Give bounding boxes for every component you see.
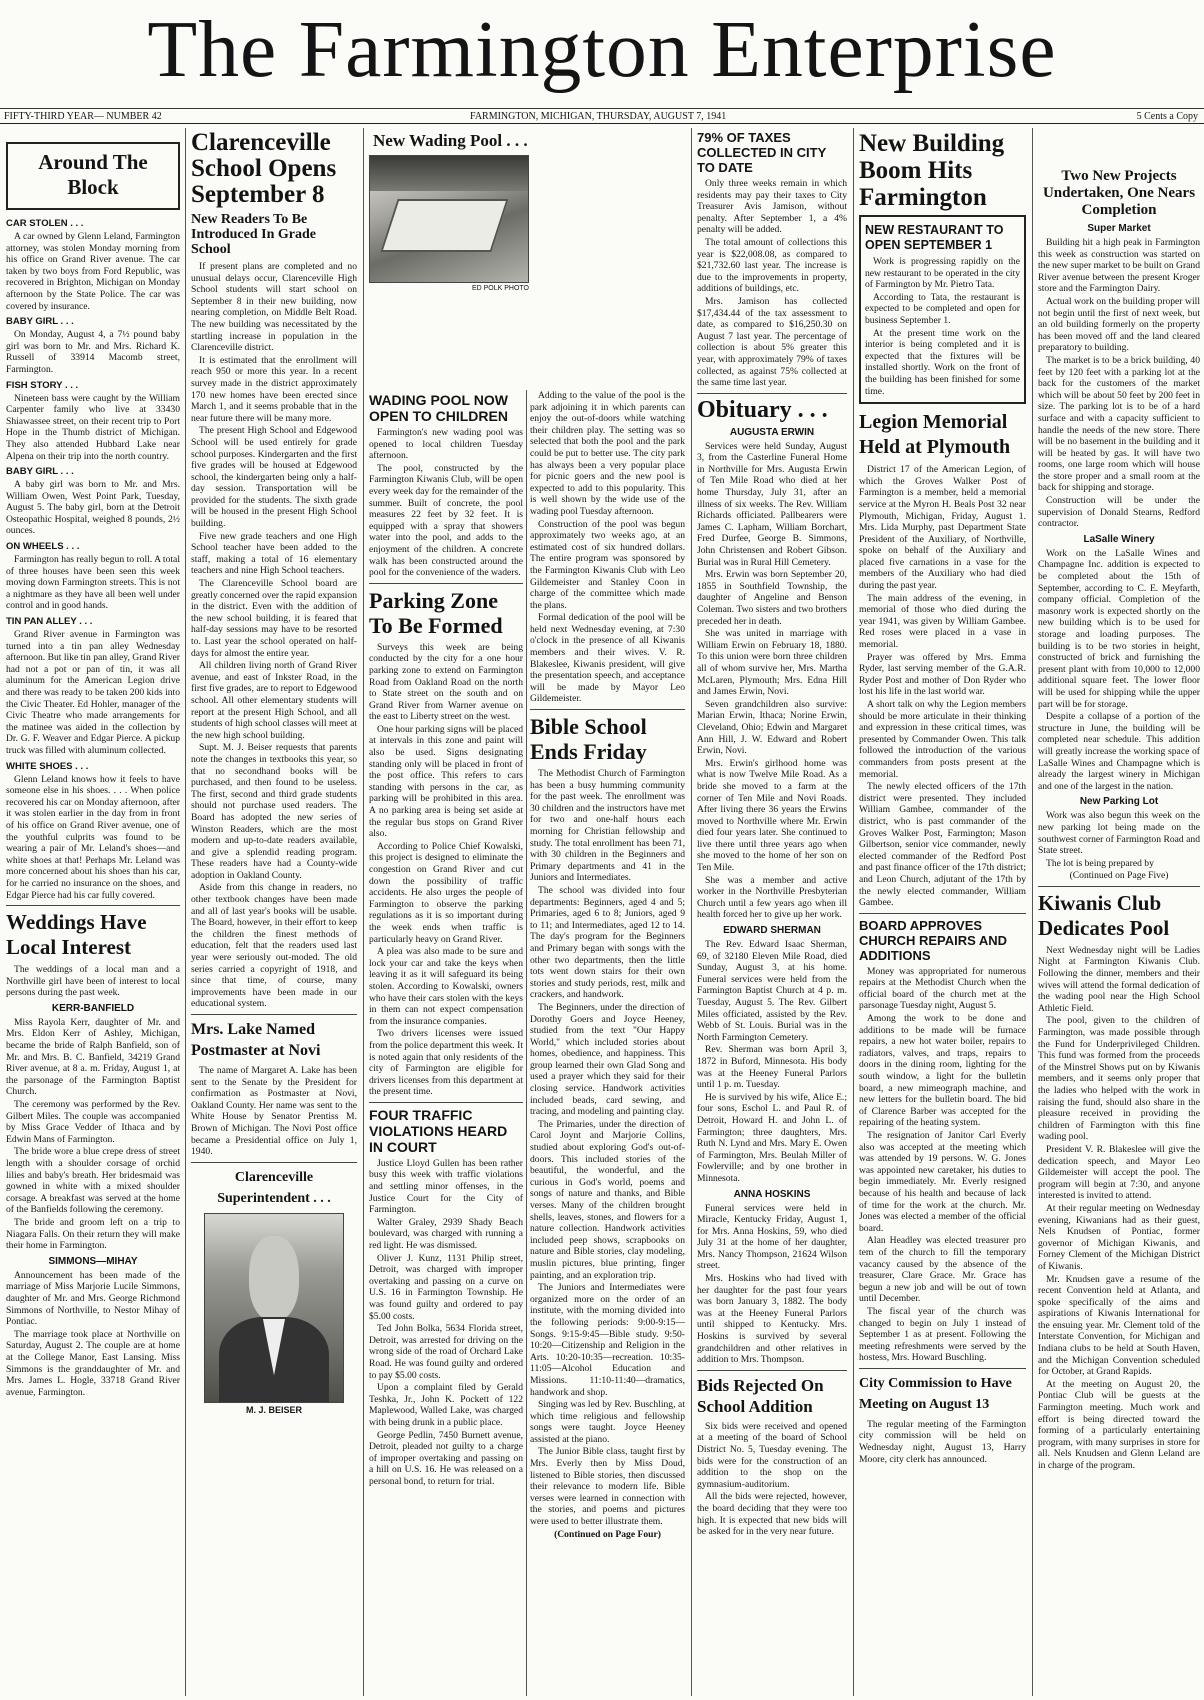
traffic-text: Oliver J. Kunz, 1131 Philip street, Detroit, was charged with improper overtaking and passing on a curve on U.S. 16 in Farmington Township. He was found guilty and ordered to pay $5.00 costs. bbox=[369, 1252, 523, 1322]
dateline-bar bbox=[0, 108, 1204, 124]
traffic-text: Walter Graley, 2939 Shady Beach boulevard, was charged with running a red light. He was dismissed. bbox=[369, 1216, 523, 1252]
clarenceville-text: Supt. M. J. Beiser requests that parents note the changes in textbooks this year, so that no secondhand books will be purchased, and then found to be useless. The first, second and third grade students should not purchase used readers. The Board has adopted the new series of Winston Readers, which are the most modern and up-to-date readers available, and give a splendid reading program. These readers have had a County-wide adoption in Oakland County. bbox=[191, 742, 357, 881]
bible-text: The Methodist Church of Farmington has been a busy humming community for the past week. The enrollment was 30 children and the instructors have met for two and one-half hours each morning for Christian fellowship and study. The total enrollment has been 71, with 30 children in the Beginners and Primary departments and 41 in the Juniors and Intermediates. bbox=[530, 768, 685, 884]
erwin-text: She was a member and active worker in the Northville Presbyterian Church until a few years ago when ill health forced her to give up her work. bbox=[697, 874, 847, 921]
divider bbox=[369, 583, 523, 584]
hoskins-text: Funeral services were held in Miracle, Kentucky Friday, August 1, for Mrs. Anna Hoskins, 59, who died July 31 at the home of her daughter, Mrs. Nancy Thompson, 21624 Wilson street. bbox=[697, 1202, 847, 1272]
weddings-title: Weddings Have Local Interest bbox=[6, 910, 147, 960]
portrait-caption: M. J. BEISER bbox=[245, 1404, 302, 1415]
kiwanis-text: At the meeting on August 20, the Pontiac Club will be guests at the Farmington meeting. Much work and effort is being directed toward the forming of a particularly entertaining program, with many surprises in store for all. Nels Knudsen and Glenn Leland are in charge of the program. bbox=[1038, 1378, 1200, 1471]
sherman-head: EDWARD SHERMAN bbox=[723, 925, 821, 937]
kiwanis-text: President V. R. Blakeslee will give the dedication speech, and Mayor Leo Gildemeister will accept the pool. The program will begin at 7:30, and anyone interested is invited to attend. bbox=[1038, 1143, 1200, 1202]
lake-text: The name of Margaret A. Lake has been sent to the Senate by the President for confirmation as Postmaster at Novi, Oakland County. Her name was sent to the White House by Senator Prentiss M. Brown of Michigan. The Novi Post office became a Presidential office on July 1, 1940. bbox=[191, 1065, 357, 1158]
bible-title: Bible School Ends Friday bbox=[530, 714, 647, 765]
wading-text: The pool, constructed by the Farmington Kiwanis Club, will be open every week day for the remainder of the summer. Built of concrete, the pool measures 22 feet by 32 feet. It is equipped with a spray that showers water into the pool, and adds to the enjoyment of the children. A concrete walk has been constructed around the pool for the convenience of the waders. bbox=[369, 462, 523, 579]
dateline: FARMINGTON, MICHIGAN, THURSDAY, AUGUST 7, 1941 bbox=[470, 111, 727, 122]
divider bbox=[859, 913, 1026, 914]
parking-text: Surveys this week are being conducted by the city for a one hour parking zone to extend on Farmington Road from Oakland Road on the north to State street on the south and on Grand River from Warner avenue on the east to Liberty street on the west. bbox=[369, 641, 523, 723]
legion-text: The newly elected officers of the 17th district were presented. They included William Gambee, commander of the district, who is past commander of the Groves Walker Post, Farmington; Mason Gilbertson, senior vice commander, newly elected commander of the Redford Post and past finance officer of the 17th district; and Leon Church, adjutant of the 17th by the newly elected commander, William Gambee. bbox=[859, 781, 1026, 909]
parking-lot-text: The lot is being prepared by bbox=[1046, 857, 1154, 869]
restaurant-title: NEW RESTAURANT TO OPEN SEPTEMBER 1 bbox=[865, 223, 1004, 252]
market-text: The market is to be a brick building, 40 feet by 120 feet with a parking lot at the back for the customers of the market which will be about 50 feet by 200 feet in size. The parking lot is to be of a hard surface and with a capacity sufficient to handle the needs of the new store. There will be no basement in the building and it will be heated by gas. It will have two rooms, one large room which will house the store proper and a small room at the back for shipping and storage. bbox=[1038, 354, 1200, 494]
divider bbox=[191, 1162, 357, 1163]
taxes-title: 79% OF TAXES COLLECTED IN CITY TO DATE bbox=[697, 130, 827, 175]
around-items bbox=[6, 218, 180, 901]
church-text: Among the work to be done and additions to be made will be furnace repairs, a new hot water boiler, repairs to radiators, valves, and traps, repairs to doors in the dining room, lighting for the south window, a light for the bulletin board, a new mimeograph machine, and new letters for the bulletin board. The bid of Clarence Barber was accepted for the repairing of the heating system. bbox=[859, 1013, 1026, 1129]
kiwanis-text: Next Wednesday night will be Ladies Night at Farmington Kiwanis Club. Following the dinner, members and their wives will attend the formal dedication of the wading pool near the High School Athletic Field. bbox=[1038, 944, 1200, 1014]
item-head: WHITE SHOES . . . bbox=[6, 760, 89, 772]
erwin-head: AUGUSTA ERWIN bbox=[729, 426, 815, 438]
wading-text: Adding to the value of the pool is the park adjoining it in which parents can enjoy the out-of-doors while watching their children play. The setting was so selected that both the pool and the park could be put to better use. The city park has always been a very popular place for picnic goers and the new pool is expected to add to this popularity. This is well shown by the wide use of the wading pool Tuesday afternoon. bbox=[530, 390, 685, 517]
restaurant-box bbox=[859, 215, 1026, 404]
parking-text: One hour parking signs will be placed at intervals in this zone and paint will also be used. Signs designating standing only will be placed in front of the post office. This refers to cars standing with persons in the car, as parking will be prohibited in this area. A no parking area is being set aside at the regular bus stops on Grand River also. bbox=[369, 723, 523, 840]
bible-continued: (Continued on Page Four) bbox=[554, 1528, 661, 1540]
parking-lot-text: Work was also begun this week on the new parking lot being made on the southwest corner of Farmington Road and State street. bbox=[1038, 810, 1200, 857]
market-head: Super Market bbox=[1087, 223, 1151, 234]
wading-title: WADING POOL NOW OPEN TO CHILDREN bbox=[369, 392, 508, 424]
traffic-text: George Pedlin, 7450 Burnett avenue, Detroit, pleaded not guilty to a charge of improper overtaking and passing on a hill on U.S. 16. He was released on a personal bond, to return for trial. bbox=[369, 1429, 523, 1487]
winery-head: LaSalle Winery bbox=[1083, 533, 1155, 545]
market-text: Actual work on the building proper will not begin until the first of next week, but an old building formerly on the property has been moved off and the land cleared preparatory to building. bbox=[1038, 295, 1200, 354]
hoskins-head: ANNA HOSKINS bbox=[733, 1188, 811, 1200]
sherman-text: Rev. Sherman was born April 3, 1872 in Buford, Minnesota. His body was at the Heeney Funeral Parlors until 1 p. m. Tuesday. bbox=[697, 1044, 847, 1091]
hoskins-text: Mrs. Hoskins who had lived with her daughter for the past four years was born January 3, 1882. The body was at the Heeney Funeral Parlors until shipped to Kentucky. Mrs. Hoskins is survived by several grandchildren and other relatives in addition to Mrs. Thompson. bbox=[697, 1273, 847, 1366]
around-the-block-title: Around The Block bbox=[38, 150, 148, 199]
bids-title: Bids Rejected On School Addition bbox=[697, 1375, 824, 1416]
beiser-portrait bbox=[204, 1213, 344, 1403]
divider bbox=[6, 905, 180, 906]
wading-text: Formal dedication of the pool will be held next Wednesday evening, at 7:30 o'clock in the presence of all Kiwanis members and their wives. V. R. Blakeslee, Kiwanis president, will give the presentation speech, and acceptance will be made by Mayor Leo Gildemeister. bbox=[530, 612, 685, 705]
clarenceville-text: If present plans are completed and no unusual delays occur, Clarenceville High School students will start school on September 8 in their new building, now nearing completion, on Middle Belt Road. The new building was necessitated by the startling increase in population in the Clarenceville district. bbox=[191, 261, 357, 354]
restaurant-text: At the present time work on the interior is being completed and it is expected that the fixtures will be installed shortly. Work on the front of the building has been finished for some time. bbox=[865, 327, 1020, 397]
column-6 bbox=[1038, 128, 1200, 1698]
bible-text: The Juniors and Intermediates were organized more on the order of an institute, with the morning divided into the following periods: 9:00-9:15—Songs. 9:15-9:45—Bible study. 9:50-10:20—Citizenship and Religion in the Arts. 10:20-10:35—recreation. 10:35-11:05—Alcohol Education and Missions. 11:10-11:40—dramatics, handwork and shop. bbox=[530, 1282, 685, 1398]
erwin-text: She was united in marriage with William Erwin on February 18, 1880. To this union were born three children all of whom survive her, Mrs. Martha McLaren, Plymouth; Mrs. Edna Hill and James Erwin, Novi. bbox=[697, 628, 847, 698]
clarenceville-subtitle: New Readers To Be Introduced In Grade School bbox=[191, 212, 316, 257]
sherman-text: The Rev. Edward Isaac Sherman, 69, of 32180 Eleven Mile Road, died Sunday, August 3, at his home. Funeral services were held from the Farmington Baptist Church at 4 p. m. Tuesday, August 5. The Rev. Gilbert Miles officiated, assisted by the Rev. Webb of St. Louis. Burial was in the North Farmington Cemetery. bbox=[697, 939, 847, 1043]
parking-text: According to Police Chief Kowalski, this project is designed to eliminate the congestion on Grand River and cut down the possibility of traffic accidents. He also urges the people of Farmington to observe the parking regulations as it is so important during the week ends when traffic is particularly heavy on Grand River. bbox=[369, 840, 523, 945]
photo-title: New Wading Pool . . . bbox=[373, 131, 528, 150]
market-text: Building hit a high peak in Farmington this week as construction was started on the new super market to be built on Grand River avenue between the present Kroger store and the Farmington Dairy. bbox=[1038, 237, 1200, 295]
wading-text: Farmington's new wading pool was opened to local children Tuesday afternoon. bbox=[369, 427, 523, 462]
taxes-text: Only three weeks remain in which residents may pay their taxes to City Treasurer Avis Jamison, without penalty. After September 1, a 4% penalty will be added. bbox=[697, 178, 847, 236]
column-3a bbox=[369, 390, 523, 1690]
column-rule bbox=[185, 128, 186, 1696]
legion-title: Legion Memorial Held at Plymouth bbox=[859, 411, 1011, 459]
divider bbox=[1038, 886, 1200, 887]
column-rule bbox=[1032, 128, 1033, 1696]
traffic-text: Justice Lloyd Gullen has been rather busy this week with traffic violations and settling minor offenses, in the Justice Court for the City of Farmington. bbox=[369, 1157, 523, 1216]
bids-text: All the bids were rejected, however, the board deciding that they were too high. It is expected that new bids will be asked for in the very near future. bbox=[697, 1491, 847, 1538]
simmons-text: Announcement has been made of the marriage of Miss Marjorie Lucile Simmons, daughter of Mr. and Mrs. George Richmond Simmons of Northville, to Nestor Mihay of Pontiac. bbox=[6, 1269, 180, 1328]
price: 5 Cents a Copy bbox=[1136, 111, 1198, 122]
winery-text: Despite a collapse of a portion of the structure in June, the building will be completed near schedule. This addition will greatly increase the working space of LaSalle Wines and Champagne which is already the largest winery in Michigan and one of the largest in the nation. bbox=[1038, 711, 1200, 792]
clarenceville-text: The Clarenceville School board are greatly concerned over the rapid expansion in the district. Even with the addition of the new school building, it is feared that half-day sessions may have to be resorted to. Last year the school operated on half-days for almost the entire year. bbox=[191, 578, 357, 659]
traffic-text: Upon a complaint filed by Gerald Teshka, Jr., John K. Pockett of 122 Maplewood, Walled Lake, was charged with being drunk in a public place. bbox=[369, 1382, 523, 1428]
item-text: Glenn Leland knows how it feels to have someone else in his shoes. . . . When police recovered his car on Monday afternoon, after it was stolen earlier in the day from in front of his office on Grand River avenue, one of the youthful culprits was found to be wearing a pair of Mr. Leland's shoes—and white shoes at that! Perhaps Mr. Leland was more concerned about his shoes than his car, for he carried no insurance on the shoes, and Edgar Pierce had his car fully covered. bbox=[6, 773, 180, 901]
commission-text: The regular meeting of the Farmington city commission will be held on Wednesday night, August 13, Harry Moore, city clerk has announced. bbox=[859, 1418, 1026, 1465]
church-text: Alan Headley was elected treasurer pro tem of the church to fill the temporary vacancy caused by the absence of the treasurer, Clare Grace. Mr. Grace has begun a new job and will be out of town until December. bbox=[859, 1235, 1026, 1305]
bible-text: The school was divided into four departments: Beginners, aged 4 and 5; Primaries, aged 6 to 8; Juniors, aged 9 to 11; and Intermediates, aged 12 to 14. The day's program for the Beginners and Primary began with songs with the other two departments, then the little tots went down stairs for their own stories and study periods, rest, milk and crackers, and handwork. bbox=[530, 884, 685, 1001]
clarenceville-title: Clarenceville School Opens September 8 bbox=[191, 129, 337, 208]
item-head: BABY GIRL . . . bbox=[6, 316, 74, 328]
divider bbox=[859, 1368, 1026, 1369]
bible-text: The Primaries, under the direction of Carol Joynt and Marjorie Collins, studied about exploring God's out-of-doors. This included stories of the beautiful, the wonderful, and the curious in God's world, poems and songs of nature and thanks, and Bible verses. Many of the children brought shells, leaves, stones, and flowers for a nature collection. Handwork activities included peep shows, scrapbooks on nature and Bible stories, clay modeling, muslin pictures, blue printing, finger painting, and an exploration trip. bbox=[530, 1118, 685, 1281]
simmons-text: The marriage took place at Northville on Saturday, August 2. The couple are at home at the College Manor, East Lansing. Miss Simmons is the granddaughter of Mr. and Mrs. James L. Hogle, 33718 Grand River avenue, Farmington. bbox=[6, 1328, 180, 1398]
kerr-text: Miss Rayola Kerr, daughter of Mr. and Mrs. Eldon Kerr of Ashley, Michigan, became the bride of Ralph Banfield, son of Mr. and Mrs. B. C. Banfield, 34219 Grand River avenue, at 8 a. m. Friday, August 1, at the parsonage of the Farmington Baptist Church. bbox=[6, 1016, 180, 1098]
erwin-text: Services were held Sunday, August 3, from the Casterline Funeral Home in Northville for Mrs. Augusta Erwin of Ten Mile Road who died at her home Thursday, July 31, after an illness of six weeks. The Rev. William Richards officiated. Pallbearers were James C. Lapham, William Borchart, Fred Durfee, George B. Simmons, John Christensen and Robert Gibson. Burial was in Rural Hill Cemetery. bbox=[697, 440, 847, 568]
erwin-text: Seven grandchildren also survive: Marian Erwin, Ithaca; Norine Erwin, Cleveland, Ohio; Edwin and Margaret Ann Hill, J. W. Edward and Robert Erwin, Novi. bbox=[697, 698, 847, 757]
sherman-text: He is survived by his wife, Alice E.; four sons, Eschol L. and Paul R. of Detroit, Howard H. and John L. of Farmington; three daughters, Mrs. Ruth N. Lynd and Mrs. Mary E. Owen of Farmington, Mrs. Beulah Miller of Fowlerville; and by one brother in Minnesota. bbox=[697, 1091, 847, 1184]
kiwanis-text: Mr. Knudsen gave a resume of the recent Convention held at Atlanta, and spoke specifically of the aims and aspirations of Kiwanis International for the ensuing year. Mr. Clement told of the Interstate Convention, for Michigan and Indiana clubs to be held at South Haven, and the Michigan Convention scheduled for October, at Grand Rapids. bbox=[1038, 1273, 1200, 1378]
item-text: On Monday, August 4, a 7½ pound baby girl was born to Mr. and Mrs. Richard K. Russell of 33914 Macomb street, Farmington. bbox=[6, 329, 180, 375]
church-text: The fiscal year of the church was changed to begin on July 1 instead of September 1 as at present. Following the meeting refreshments were served by the hostess, Mrs. Howard Buschling. bbox=[859, 1305, 1026, 1364]
divider bbox=[530, 709, 685, 710]
parking-text: Two drivers licenses were issued from the police department this week. It is noted again that only residents of the city of Farmington are eligible for drivers licenses from this department at the present time. bbox=[369, 1028, 523, 1098]
column-3b bbox=[530, 390, 685, 1690]
kiwanis-title: Kiwanis Club Dedicates Pool bbox=[1038, 890, 1170, 940]
traffic-title: FOUR TRAFFIC VIOLATIONS HEARD IN COURT bbox=[369, 1106, 508, 1155]
divider bbox=[697, 393, 847, 394]
kerr-banfield-head: KERR-BANFIELD bbox=[51, 1002, 135, 1014]
column-rule bbox=[853, 128, 854, 1696]
bible-text: The Junior Bible class, taught first by Mrs. Everly then by Miss Doud, listened to Bible stories, then discussed their relevance to modern life. Bible verses were learned in connection with the stories, and poems and pictures were used to better illustrate them. bbox=[530, 1446, 685, 1528]
column-5 bbox=[859, 128, 1026, 1698]
building-boom-title: New Building Boom Hits Farmington bbox=[859, 130, 1005, 211]
item-text: A baby girl was born to Mr. and Mrs. William Owen, West Point Park, Tuesday, August 5. The baby girl, born at the Detroit Osteopathic Hospital, weighed 8 pounds, 2½ ounces. bbox=[6, 479, 180, 537]
taxes-text: The total amount of collections this year is $22,008.08, as compared to $21,732.60 last year. The increase is due to the improvements in property, additions of buildings, etc. bbox=[697, 236, 847, 295]
column-4 bbox=[697, 128, 847, 1698]
erwin-text: Mrs. Erwin's girlhood home was what is now Twelve Mile Road. As a bride she moved to a farm at the corner of Ten Mile and Novi Roads. After living there 36 years the Erwins moved to Northville where Mr. Erwin died four years later. She continued to live there until three years ago when she moved to the home of her son on Ten Mile. bbox=[697, 757, 847, 874]
taxes-text: Mrs. Jamison has collected $17,434.44 of the tax assessment to date, as compared to $16,250.30 on August 7 last year. The percentage of collection is about 5% greater this year, with approximately 79% of taxes collected, as against 75% collected at the same time last year. bbox=[697, 295, 847, 389]
church-text: Money was appropriated for numerous repairs at the Methodist Church when the official board of the church met at the parsonage Tuesday night, August 5. bbox=[859, 965, 1026, 1012]
church-text: The resignation of Janitor Carl Everly also was accepted at the meeting which was attended by 19 persons. W. G. Jones was appointed new caretaker, his duties to begin immediately. Mr. Everly resigned because of his health and because of lack of time for the work at the church. Mr. Jones was elected a member of the official board. bbox=[859, 1130, 1026, 1234]
legion-text: Prayer was offered by Mrs. Emma Ryder, last serving member of the G.A.R. Ryder Post and mother of Don Ryder who lost his life in the last world war. bbox=[859, 651, 1026, 698]
item-text: Grand River avenue in Farmington was turned into a tin pan alley Wednesday afternoon. But like tin pan alley, Grand River had not a pot or pan of tin, it was all aluminum for the American Legion drive and there was ready to be taken 200 kids into the Civic Theater. Ed Hohler, manager of the Civic Theatre who made arrangements for the matinee was aided in the collection by Dr. G. F. Weaver and Edgar Pierce. A pickup truck was filled with aluminum collected. bbox=[6, 629, 180, 756]
legion-text: District 17 of the American Legion, of which the Groves Walker Post of Farmington is a member, held a memorial service at the Myron H. Beals Post 32 near Plymouth, Michigan, Friday, August 1. Mrs. Lida Murphy, past Department State President of the Auxiliary, of Northville, spoke on behalf of the Auxiliary and placed five carnations in a vase for the members of the Auxiliary who had died during the past year. bbox=[859, 464, 1026, 592]
clarenceville-text: Five new grade teachers and one High School teacher have been added to the staff, making a total of 16 elementary teachers and nine High School teachers. bbox=[191, 530, 357, 577]
clarenceville-text: It is estimated that the enrollment will reach 950 or more this year. In a recent survey made in the district approximately 170 new homes have been erected since March 1, and it seems probable that in the near future there will be many more. bbox=[191, 354, 357, 424]
column-rule bbox=[363, 128, 364, 1696]
item-head: ON WHEELS . . . bbox=[6, 541, 80, 553]
lake-title: Mrs. Lake Named Postmaster at Novi bbox=[191, 1021, 321, 1059]
column-1 bbox=[6, 128, 180, 1698]
weddings-intro: The weddings of a local man and a Northville girl have been of interest to local persons during the past week. bbox=[6, 964, 180, 999]
traffic-text: Ted John Bolka, 5634 Florida street, Detroit, was arrested for driving on the wrong side of the road of Orchard Lake Road. He was found guilty and ordered to pay $5.00 costs. bbox=[369, 1323, 523, 1381]
obituary-title: Obituary . . . bbox=[697, 396, 828, 423]
legion-text: The main address of the evening, in memorial of those who died during the year 1941, was given by William Gambee. Red roses were placed in a vase in memorial. bbox=[859, 592, 1026, 651]
church-title: BOARD APPROVES CHURCH REPAIRS AND ADDITIONS bbox=[859, 917, 1008, 963]
item-text: Farmington has really begun to roll. A total of three houses have been seen this week moving down Farmington streets. This is not a nightmare as they have all been well under control and in good hands. bbox=[6, 554, 180, 612]
item-head: CAR STOLEN . . . bbox=[6, 218, 84, 229]
around-the-block-box bbox=[6, 142, 180, 210]
clarenceville-text: The present High School and Edgewood School will be used entirely for grade school purposes. Kindergarten and the first five grades will be housed at Edgewood school, the kindergarten being only a half-day session. Transportation will be provided for the students. The sixth grade will be housed in the present High School building. bbox=[191, 425, 357, 530]
kerr-text: The bride wore a blue crepe dress of street length with a shoulder corsage of orchid lilies and baby's breath. Her bridesmaid was gowned in white with a mixed shoulder corsage. A breakfast was served at the home of the Banfields following the ceremony. bbox=[6, 1146, 180, 1216]
photo-credit: ED POLK PHOTO bbox=[471, 285, 529, 292]
restaurant-text: Work is progressing rapidly on the new restaurant to be operated in the city of Farmington by Mr. Pietro Tata. bbox=[865, 256, 1020, 291]
legion-text: A short talk on why the Legion members should be more articulate in their thinking and expression in these critical times, was presented by Commander Owen. This talk followed the introduction of the various commanders from posts present at the memorial. bbox=[859, 699, 1026, 780]
projects-continued: (Continued on Page Five) bbox=[1069, 870, 1169, 882]
item-head: FISH STORY . . . bbox=[6, 379, 79, 391]
erwin-text: Mrs. Erwin was born September 20, 1855 in Southfield Township, the daughter of Angeline and Benson Coleman. Two sisters and two brothers preceded her in death. bbox=[697, 569, 847, 627]
parking-text: A plea was also made to be sure and lock your car and take the keys when leaving it as it will safeguard its being stolen. According to Kowalski, owners who have their cars stolen with the keys in them can not expect compensation from the insurance companies. bbox=[369, 946, 523, 1027]
commission-title: City Commission to Have Meeting on August 13 bbox=[859, 1375, 1012, 1412]
clarenceville-text: Aside from this change in readers, no other textbook changes have been made and all of last year's books will be usable. The Board, however, in their effort to keep the children the finest methods of education, felt that the readers used last year were seriously out-moded. The old series carried a copyright of 1918, and since that time, of course, many improvements have been made in our educational system. bbox=[191, 882, 357, 1010]
divider bbox=[369, 1102, 523, 1103]
bible-text: The Beginners, under the direction of Dorothy Goers and Joyce Heeney, studied from the text "Our Happy World," which included stories about homes, obedience, and happiness. This group learned their own Glad Song and used a prayer which they said for their closing service. Handwork activities included beads, card sewing, and tracing, and modeling and painting clay. bbox=[530, 1001, 685, 1118]
bids-text: Six bids were received and opened at a meeting of the board of School District No. 5, Tuesday evening. The bids were for the construction of an addition to the shop on the gymnasium-auditorium. bbox=[697, 1420, 847, 1490]
clarenceville-text: All children living north of Grand River avenue, and east of Inkster Road, in the first five grades, are to report to Edgewood school. All other elementary students will report at the present High School, and all students of high school classes will meet at the new high school building. bbox=[191, 660, 357, 741]
item-head: BABY GIRL . . . bbox=[6, 466, 74, 478]
item-text: A car owned by Glenn Leland, Farmington attorney, was stolen Monday morning from his office on Grand River avenue. The car taken by two boys from Ford Republic, was recovered in Brighton, Michigan on Monday afternoon by the State Police. The car was covered by insurance. bbox=[6, 231, 180, 312]
item-head: TIN PAN ALLEY . . . bbox=[6, 616, 93, 628]
masthead-title: The Farmington Enterprise bbox=[147, 6, 1057, 94]
column-rule bbox=[526, 390, 527, 1696]
kerr-text: The bride and groom left on a trip to Niagara Falls. On their return they will make their home in Farmington. bbox=[6, 1216, 180, 1252]
kerr-text: The ceremony was performed by the Rev. Gilbert Miles. The couple was accompanied by Miss Grace Vedder of Ithaca and by Edwin Mans of Farmington. bbox=[6, 1099, 180, 1145]
simmons-mihay-head: SIMMONS—MIHAY bbox=[48, 1255, 138, 1267]
projects-title: Two New Projects Undertaken, One Nears Completion bbox=[1042, 168, 1196, 218]
bible-text: Singing was led by Rev. Buschling, at which time religious and fellowship songs were taught. Joyce Heeney assisted at the piano. bbox=[530, 1399, 685, 1445]
divider bbox=[191, 1014, 357, 1015]
superintendent-title: Clarenceville Superintendent . . . bbox=[217, 1169, 331, 1206]
parking-title: Parking Zone To Be Formed bbox=[369, 587, 503, 638]
wading-pool-photo bbox=[369, 155, 529, 283]
column-rule bbox=[691, 128, 692, 1696]
parking-lot-head: New Parking Lot bbox=[1079, 796, 1159, 808]
wading-text: Construction of the pool was begun approximately two weeks ago, at an estimated cost of six hundred dollars. The entire program was sponsored by the Farmington Kiwanis Club with Leo Gildemeister and Stanley Coon in charge of the committee which made the plans. bbox=[530, 518, 685, 611]
volume-number: FIFTY-THIRD YEAR— NUMBER 42 bbox=[4, 111, 162, 122]
divider bbox=[697, 1370, 847, 1371]
winery-text: Work on the LaSalle Wines and Champagne Inc. addition is expected to be completed about the 15th of September, according to C. E. Meyfarth, company official. Completion of the masonry work is expected shortly on the new building which is to be used for storage and loading purposes. The building is to be two stories in height, constructed of brick and furnishing the present plant with from 10,000 to 12,000 additional square feet. The lower floor will be used for shipping while the upper part will be for storage. bbox=[1038, 547, 1200, 710]
item-text: Nineteen bass were caught by the William Carpenter family who live at 33430 Shiawassee street, on their recent trip to Port Hope in the Thumb district of Michigan. They also attended Hubbard Lake near Alpena on their trip into the north country. bbox=[6, 392, 180, 462]
kiwanis-text: At their regular meeting on Wednesday evening, Kiwanians had as their guest, Nels Knudsen of Pontiac, former governor of Michigan Kiwanis, and Forney Clement of the Michigan District of Kiwanis. bbox=[1038, 1202, 1200, 1272]
market-text: Construction will be under the supervision of Donald Stearns, Redford contractor. bbox=[1038, 495, 1200, 530]
kiwanis-text: The pool, given to the children of Farmington, was made possible through the Fund for Underprivileged Children. This fund was formed from the proceeds of the Minstrel Shows put on by Kiwanis members, and it seems only proper that the ladies who helped with the work in raising the fund, should also share in the pleasure received in providing the children of Farmington with this fine wading pool. bbox=[1038, 1015, 1200, 1143]
column-2 bbox=[191, 128, 357, 1698]
restaurant-text: According to Tata, the restaurant is expected to be completed and open for business September 1. bbox=[865, 291, 1020, 326]
